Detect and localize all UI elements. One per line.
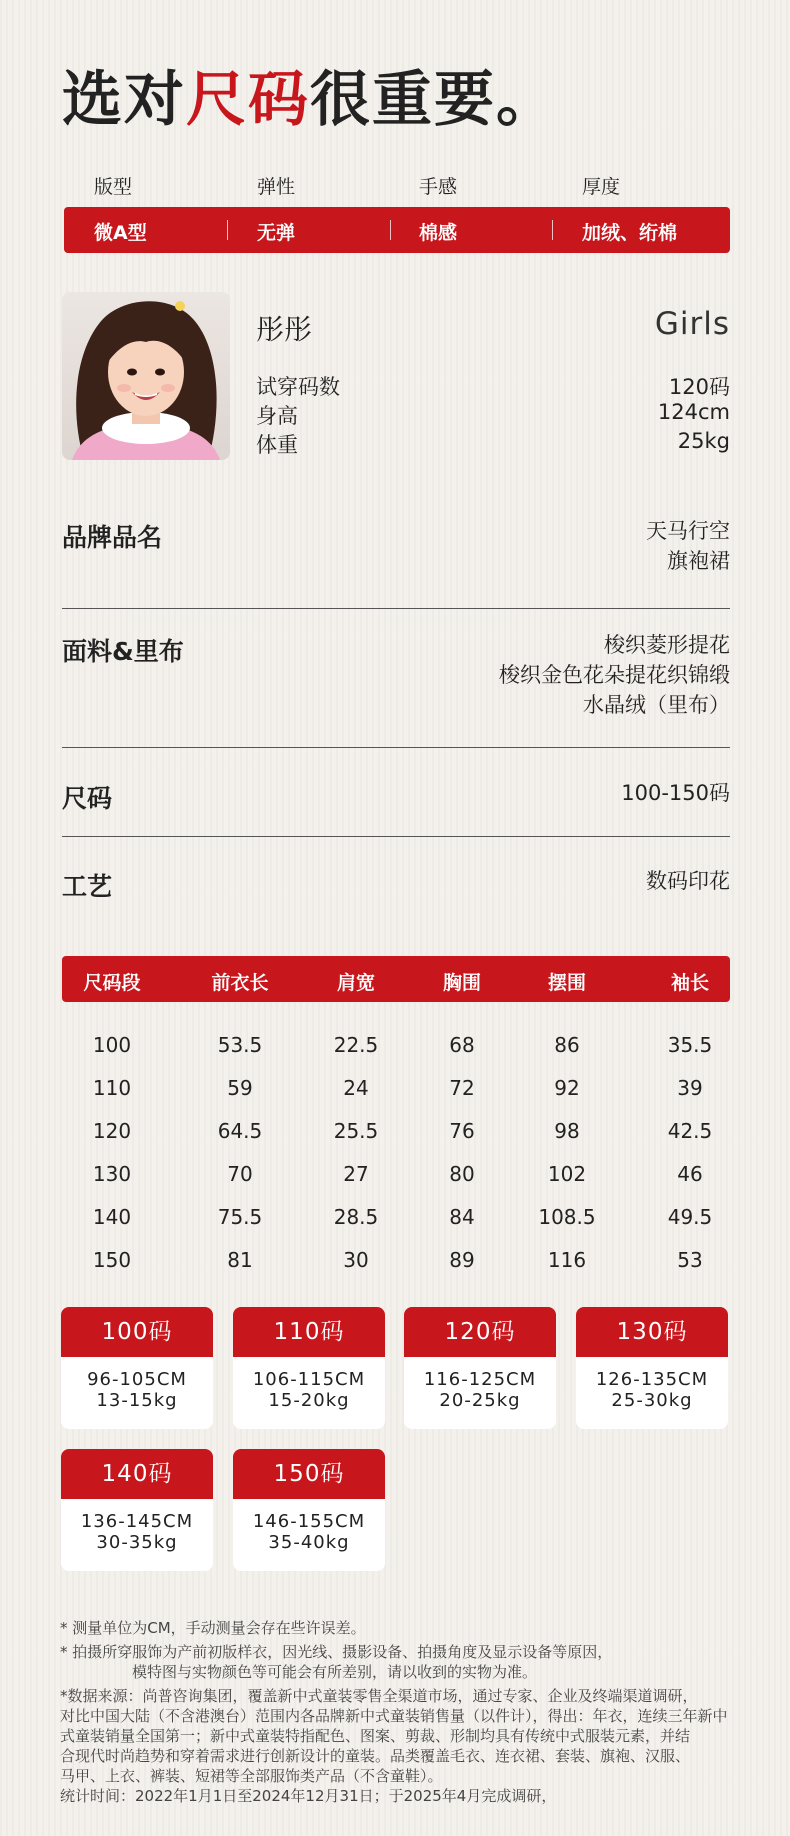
page-title — [62, 52, 558, 138]
title-part2: 很重要。 — [310, 65, 558, 135]
size-card-height: 106-115CM — [252, 1369, 366, 1390]
size-card — [61, 1449, 213, 1571]
attribute-bar — [64, 207, 730, 253]
size-card-title: 100码 — [61, 1307, 213, 1357]
table-cell: 72 — [449, 1076, 475, 1100]
table-cell: 80 — [449, 1162, 475, 1186]
table-cell: 75.5 — [217, 1205, 263, 1229]
table-cell: 81 — [227, 1248, 253, 1272]
table-cell: 68 — [449, 1033, 475, 1057]
model-row-height — [256, 400, 730, 430]
brand-value — [646, 516, 730, 576]
col-header-sleeve: 袖长 — [670, 972, 709, 994]
table-cell: 86 — [554, 1033, 580, 1057]
attr-divider — [227, 220, 228, 240]
fabric-line: 水晶绒（里布） — [583, 693, 730, 717]
col-header-shoulder: 肩宽 — [336, 972, 375, 994]
attr-label-thickness: 厚度 — [582, 176, 621, 198]
attr-value-thickness: 加绒、绗棉 — [582, 222, 678, 244]
table-row — [62, 1162, 730, 1192]
size-card-height: 126-135CM — [595, 1369, 709, 1390]
size-card-weight: 30-35kg — [96, 1532, 178, 1553]
size-card-height: 146-155CM — [252, 1511, 366, 1532]
size-range-value — [621, 778, 730, 808]
table-cell: 89 — [449, 1248, 475, 1272]
table-cell: 102 — [547, 1162, 587, 1186]
size-card-weight: 35-40kg — [268, 1532, 350, 1553]
attr-divider — [390, 220, 391, 240]
model-row-try-size — [256, 371, 730, 401]
model-row-value: 120码 — [668, 375, 730, 399]
size-table-header — [62, 956, 730, 1002]
table-row — [62, 1248, 730, 1278]
attr-label-elasticity: 弹性 — [257, 176, 296, 198]
table-cell: 30 — [343, 1248, 369, 1272]
model-gender-tag: Girls — [654, 306, 730, 342]
size-card — [576, 1307, 728, 1429]
table-cell: 35.5 — [667, 1033, 713, 1057]
table-cell: 46 — [677, 1162, 703, 1186]
size-card-height: 96-105CM — [87, 1369, 187, 1390]
model-row-value: 25kg — [677, 429, 730, 453]
table-cell: 120 — [92, 1119, 132, 1143]
table-cell: 28.5 — [333, 1205, 379, 1229]
note-data-source-line: 统计时间：2022年1月1日至2024年12月31日；于2025年4月完成调研， — [60, 1787, 557, 1805]
table-cell: 49.5 — [667, 1205, 713, 1229]
note-measurement: * 测量单位为CM，手动测量会存在些许误差。 — [60, 1619, 366, 1637]
note-data-source-line: 合现代时尚趋势和穿着需求进行创新设计的童装。品类覆盖毛衣、连衣裙、套装、旗袍、汉服、 — [60, 1747, 691, 1765]
table-row — [62, 1033, 730, 1063]
table-cell: 53 — [677, 1248, 703, 1272]
brand-line: 天马行空 — [646, 519, 730, 543]
col-header-size: 尺码段 — [83, 972, 141, 994]
size-card — [404, 1307, 556, 1429]
size-range-label: 尺码 — [62, 784, 113, 813]
model-row-label: 身高 — [256, 404, 298, 428]
col-header-chest: 胸围 — [442, 972, 481, 994]
note-data-source-line: 式童装销量全国第一；新中式童装特指配色、图案、剪裁、形制均具有传统中式服装元素，并结 — [60, 1727, 691, 1745]
size-card — [61, 1307, 213, 1429]
size-card — [233, 1307, 385, 1429]
table-cell: 22.5 — [333, 1033, 379, 1057]
note-data-source-line: 对比中国大陆（不含港澳台）范围内各品牌新中式童装销售量（以件计），得出：年衣，连续三年新中 — [60, 1707, 728, 1725]
attr-value-elasticity: 无弹 — [257, 222, 296, 244]
table-cell: 84 — [449, 1205, 475, 1229]
table-cell: 140 — [92, 1205, 132, 1229]
table-row — [62, 1119, 730, 1149]
craft-line: 数码印花 — [646, 869, 730, 893]
fabric-line: 梭织金色花朵提花织锦缎 — [499, 663, 730, 687]
table-row — [62, 1076, 730, 1106]
note-data-source: *数据来源：尚普咨询集团，覆盖新中式童装零售全渠道市场，通过专家、企业及终端渠道调研， — [60, 1687, 698, 1705]
size-card-title: 130码 — [576, 1307, 728, 1357]
footnotes — [60, 1618, 750, 1806]
brand-line: 旗袍裙 — [667, 549, 730, 573]
size-range-line: 100-150码 — [621, 781, 730, 805]
table-row — [62, 1205, 730, 1235]
model-photo — [62, 292, 230, 460]
fabric-value — [499, 630, 730, 720]
model-name: 彤彤 — [256, 313, 313, 346]
craft-label: 工艺 — [62, 872, 113, 901]
model-row-label: 体重 — [256, 433, 298, 457]
craft-value — [646, 866, 730, 896]
attr-value-feel: 棉感 — [419, 222, 458, 244]
fabric-line: 梭织菱形提花 — [604, 633, 730, 657]
col-header-front-length: 前衣长 — [211, 972, 269, 994]
table-cell: 110 — [92, 1076, 132, 1100]
table-cell: 92 — [554, 1076, 580, 1100]
table-cell: 24 — [343, 1076, 369, 1100]
title-highlight: 尺码 — [186, 65, 310, 135]
model-row-weight — [256, 429, 730, 459]
attr-value-fit: 微A型 — [94, 222, 147, 244]
note-data-source-line: 马甲、上衣、裤装、短裙等全部服饰类产品（不含童鞋）。 — [60, 1767, 443, 1785]
table-cell: 59 — [227, 1076, 253, 1100]
table-cell: 98 — [554, 1119, 580, 1143]
col-header-hem: 摆围 — [547, 972, 586, 994]
note-sample: * 拍摄所穿服饰为产前初版样衣，因光线、摄影设备、拍摄角度及显示设备等原因， — [60, 1643, 613, 1661]
table-cell: 25.5 — [333, 1119, 379, 1143]
size-card-title: 110码 — [233, 1307, 385, 1357]
table-cell: 130 — [92, 1162, 132, 1186]
title-part1: 选对 — [62, 65, 186, 135]
size-card-height: 116-125CM — [423, 1369, 537, 1390]
table-cell: 53.5 — [217, 1033, 263, 1057]
model-row-label: 试穿码数 — [256, 375, 340, 399]
table-cell: 150 — [92, 1248, 132, 1272]
attr-label-fit: 版型 — [94, 176, 133, 198]
section-divider — [62, 836, 730, 837]
table-cell: 42.5 — [667, 1119, 713, 1143]
size-card-weight: 15-20kg — [268, 1390, 350, 1411]
size-card-weight: 13-15kg — [96, 1390, 178, 1411]
model-row-value: 124cm — [657, 400, 730, 424]
section-divider — [62, 747, 730, 748]
size-card-height: 136-145CM — [80, 1511, 194, 1532]
table-cell: 116 — [547, 1248, 587, 1272]
table-cell: 108.5 — [538, 1205, 596, 1229]
table-cell: 70 — [227, 1162, 253, 1186]
table-cell: 100 — [92, 1033, 132, 1057]
note-sample-cont: 模特图与实物颜色等可能会有所差别，请以收到的实物为准。 — [132, 1663, 538, 1681]
attr-divider — [552, 220, 553, 240]
size-card — [233, 1449, 385, 1571]
size-card-title: 150码 — [233, 1449, 385, 1499]
section-divider — [62, 608, 730, 609]
table-cell: 76 — [449, 1119, 475, 1143]
size-card-weight: 25-30kg — [611, 1390, 693, 1411]
size-card-title: 140码 — [61, 1449, 213, 1499]
brand-label: 品牌品名 — [62, 523, 163, 552]
attribute-labels — [64, 172, 730, 198]
size-card-weight: 20-25kg — [439, 1390, 521, 1411]
size-card-title: 120码 — [404, 1307, 556, 1357]
table-cell: 64.5 — [217, 1119, 263, 1143]
fabric-label: 面料&里布 — [62, 637, 184, 666]
table-cell: 27 — [343, 1162, 369, 1186]
table-cell: 39 — [677, 1076, 703, 1100]
attr-label-feel: 手感 — [419, 176, 458, 198]
